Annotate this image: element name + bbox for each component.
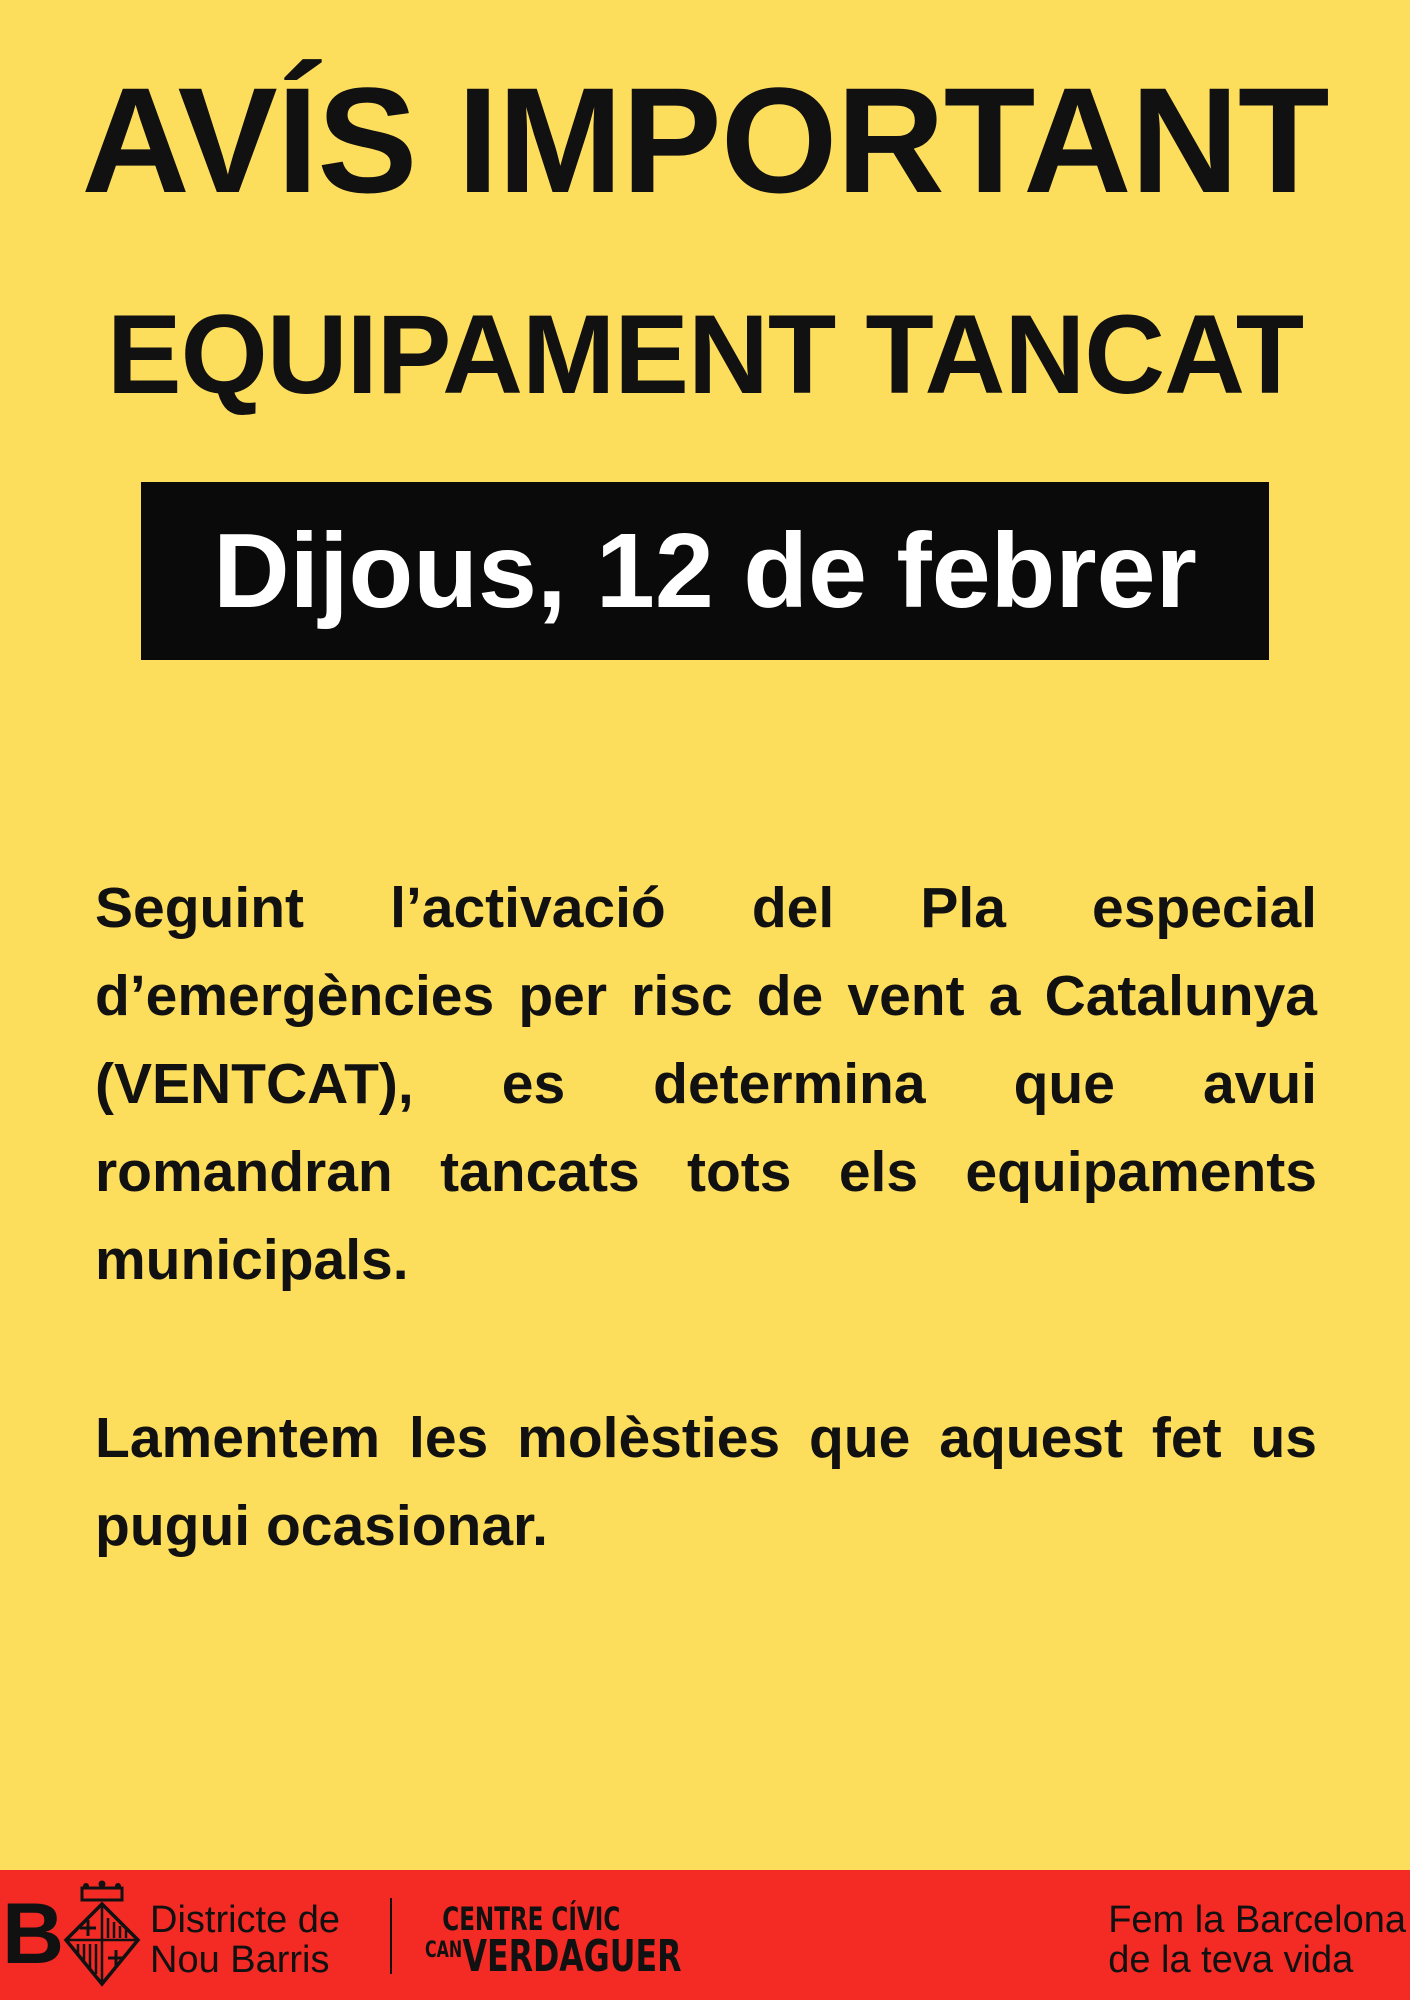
notice-subtitle: EQUIPAMENT TANCAT [106,292,1304,417]
slogan-line-1: Fem la Barcelona [1108,1899,1406,1941]
notice-paragraph-main: Seguint l’activació del Pla especial d’emergències per risc de vent a Catalunya (VENTCAT), es determina que avui romandran tancats tots els equipaments municipals. [95,876,1317,1292]
centre-name-row [425,1931,682,1987]
district-line-1: Districte de [150,1899,341,1941]
centre-civic-label: CENTRE CÍVIC [442,1900,621,1938]
slogan-line-2: de la teva vida [1108,1939,1354,1981]
notice-title: AVÍS IMPORTANT [81,56,1329,224]
city-slogan [1108,1900,1406,1980]
notice-paragraph-apology: Lamentem les molèsties que aquest fet us pugui ocasionar. [95,1406,1317,1558]
centre-name: VERDAGUER [462,1931,682,1982]
footer-divider [390,1898,392,1974]
ajuntament-logo-letter: B [2,1886,65,1982]
centre-prefix: CAN [425,1938,463,1963]
district-line-2: Nou Barris [150,1939,330,1981]
district-name [150,1900,340,1980]
date-text: Dijous, 12 de febrer [213,512,1197,630]
barcelona-coat-of-arms-icon [62,1880,142,1990]
date-banner [141,482,1269,660]
centre-civic-logo [425,1902,682,1987]
footer-bar [0,1870,1410,2000]
